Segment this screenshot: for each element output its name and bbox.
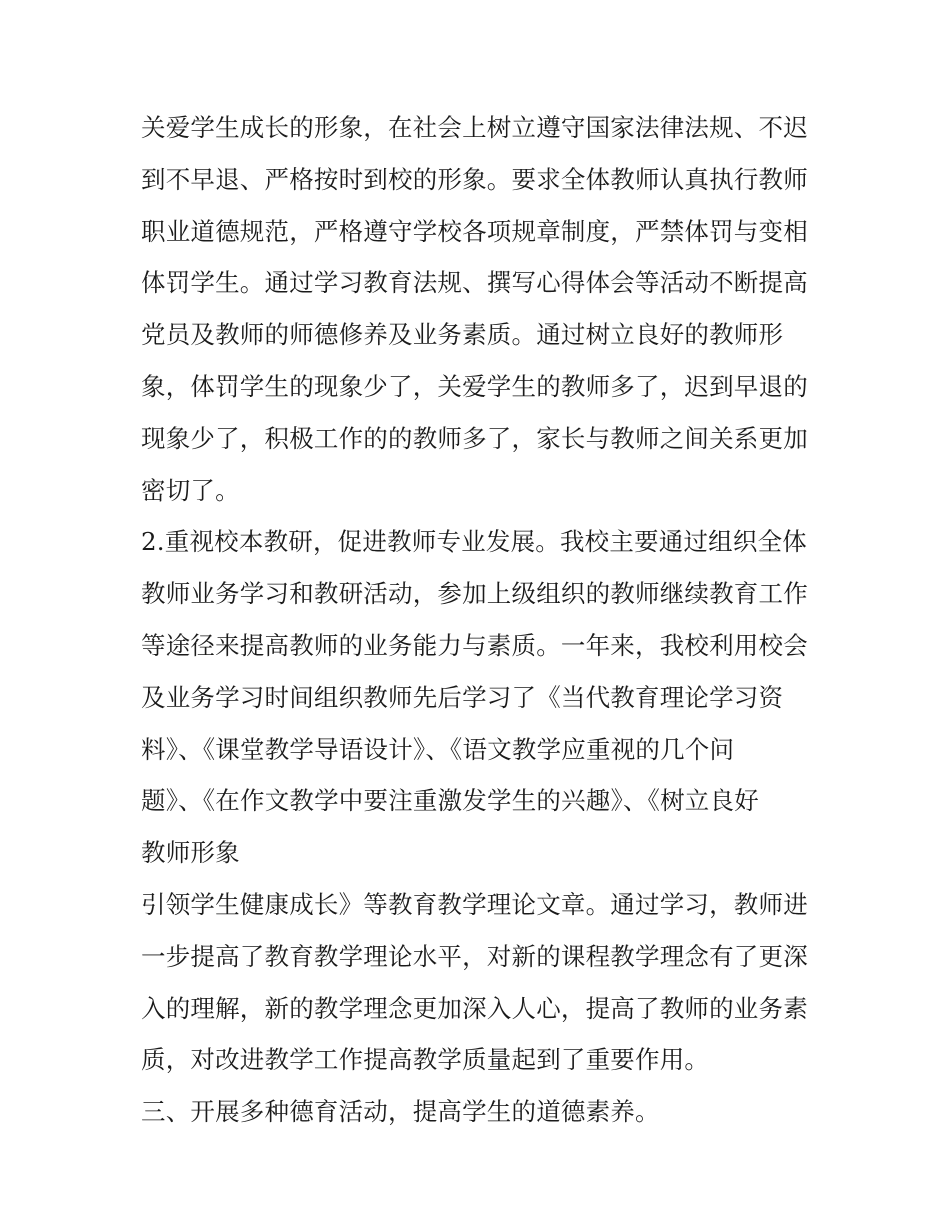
text-line: 教师形象 (141, 838, 240, 868)
text-line: 密切了。 (141, 475, 240, 505)
text-line: 象，体罚学生的现象少了，关爱学生的教师多了，迟到早退的 (141, 371, 808, 401)
text-line: 党员及教师的师德修养及业务素质。通过树立良好的教师形 (141, 320, 784, 350)
text-line: 等途径来提高教师的业务能力与素质。一年来，我校利用校会 (141, 630, 808, 660)
text-line: 料》、《课堂教学导语设计》、《语文教学应重视的几个问 (141, 734, 735, 764)
body-text (141, 102, 821, 1138)
text-line: 现象少了，积极工作的的教师多了，家长与教师之间关系更加 (141, 423, 808, 453)
text-line: 及业务学习时间组织教师先后学习了《当代教育理论学习资 (141, 682, 784, 712)
text-line: 教师业务学习和教研活动，参加上级组织的教师继续教育工作 (141, 579, 808, 609)
text-line: 质，对改进教学工作提高教学质量起到了重要作用。 (141, 1045, 710, 1075)
section-heading: 三、开展多种德育活动，提高学生的道德素养。 (141, 1097, 660, 1127)
text-line: 关爱学生成长的形象，在社会上树立遵守国家法律法规、不迟 (141, 113, 808, 142)
text-line: 到不早退、严格按时到校的形象。要求全体教师认真执行教师 (141, 164, 808, 194)
text-line: 职业道德规范，严格遵守学校各项规章制度，严禁体罚与变相 (141, 216, 808, 246)
text-line: 引领学生健康成长》等教育教学理论文章。通过学习，教师进 (141, 889, 808, 919)
text-line: 体罚学生。通过学习教育法规、撰写心得体会等活动不断提高 (141, 268, 808, 298)
text-line: 入的理解，新的教学理念更加深入人心，提高了教师的业务素 (141, 993, 808, 1023)
text-line: 2.重视校本教研，促进教师专业发展。我校主要通过组织全体 (141, 527, 807, 557)
text-line: 题》、《在作文教学中要注重激发学生的兴趣》、《树立良好 (141, 786, 759, 816)
text-line: 一步提高了教育教学理论水平，对新的课程教学理念有了更深 (141, 941, 808, 971)
